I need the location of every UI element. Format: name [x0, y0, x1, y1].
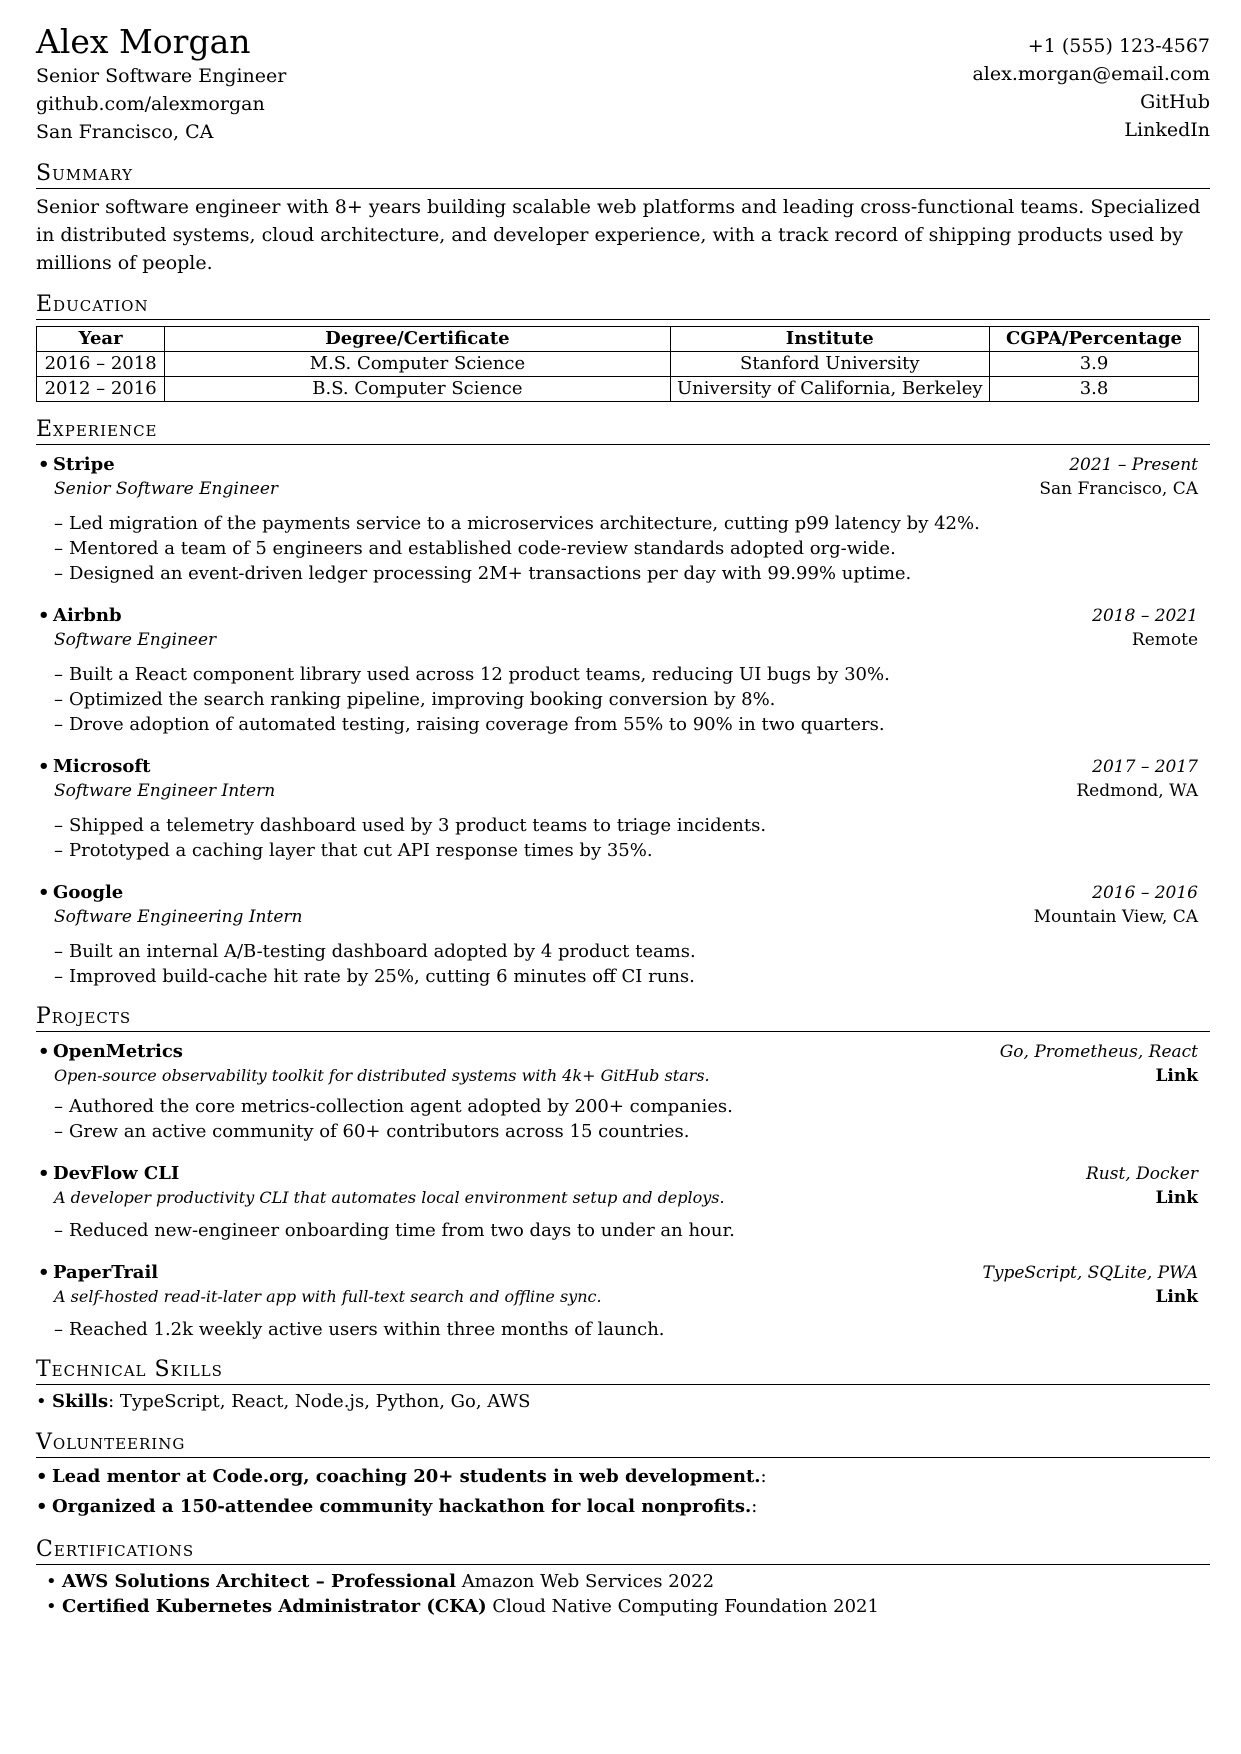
list-item: – Optimized the search ranking pipeline, improving booking conversion by 8%. [54, 689, 776, 710]
table-header-cell: CGPA/Percentage [990, 327, 1199, 352]
certification-item: • Certified Kubernetes Administrator (CKA) Cloud Native Computing Foundation 2021 [46, 1596, 879, 1617]
entry-subhead [36, 477, 1210, 501]
entry-role: Senior Software Engineer [54, 479, 279, 499]
summary-text: Senior software engineer with 8+ years building scalable web platforms and leading cross-functional teams. Specialized in distributed systems, cloud architecture, and developer experience, with a track record of shipping products used by millions of people. [36, 196, 1201, 274]
experience-entry [36, 881, 1210, 989]
project-link[interactable]: Link [1155, 1287, 1198, 1307]
company-name: Microsoft [53, 756, 151, 777]
certification-item: • AWS Solutions Architect – Professional Amazon Web Services 2022 [46, 1571, 715, 1592]
entry-bullets [36, 511, 1210, 586]
list-item: – Reduced new-engineer onboarding time from two days to under an hour. [54, 1220, 735, 1241]
section-title: Education [36, 291, 1210, 320]
entry-role: Software Engineer [54, 630, 217, 650]
bullet-text: Prototyped a caching layer that cut API response times by 35%. [69, 840, 653, 861]
table-cell: B.S. Computer Science [165, 377, 670, 402]
entry-head [36, 755, 1210, 779]
experience-entry [36, 755, 1210, 863]
table-header-cell: Year [37, 327, 165, 352]
entry-dates: 2017 – 2017 [1092, 757, 1198, 777]
bullet-text: Shipped a telemetry dashboard used by 3 product teams to triage incidents. [69, 815, 767, 836]
table-row [37, 352, 1199, 377]
entry-bullets [36, 939, 1210, 989]
table-cell: Stanford University [670, 352, 990, 377]
entry-bullets [36, 1218, 1210, 1243]
company-name: Stripe [53, 454, 115, 475]
entry-role: Software Engineering Intern [54, 907, 303, 927]
entry-head [36, 1040, 1210, 1064]
bullet-text: Drove adoption of automated testing, raising coverage from 55% to 90% in two quarters. [69, 714, 885, 735]
table-cell: 2016 – 2018 [37, 352, 165, 377]
entry-location: Mountain View, CA [1033, 907, 1198, 927]
bullet-text: Grew an active community of 60+ contributors across 15 countries. [69, 1121, 690, 1142]
section-title: Certifications [36, 1536, 1210, 1565]
skills-line: • Skills: TypeScript, React, Node.js, Python, Go, AWS [36, 1391, 531, 1412]
project-name: DevFlow CLI [53, 1163, 180, 1184]
certification-issuer: Amazon Web Services 2022 [461, 1571, 715, 1592]
entry-subhead [36, 628, 1210, 652]
entry-head [36, 453, 1210, 477]
certifications-section [36, 1536, 1210, 1619]
certification-name: AWS Solutions Architect – Professional [62, 1571, 456, 1592]
section-title: Volunteering [36, 1429, 1210, 1458]
company-name: Google [53, 882, 124, 903]
github-url[interactable]: github.com/alexmorgan [36, 93, 265, 115]
section-title: Technical Skills [36, 1356, 1210, 1385]
skills-label: Skills [52, 1391, 109, 1412]
entry-subhead [36, 1186, 1210, 1210]
experience-entry [36, 604, 1210, 737]
skills-section [36, 1356, 1210, 1415]
list-item: – Mentored a team of 5 engineers and established code-review standards adopted org-wide. [54, 538, 896, 559]
volunteering-text: Organized a 150-attendee community hackathon for local nonprofits. [52, 1496, 752, 1517]
entry-head [36, 881, 1210, 905]
project-description: A self-hosted read-it-later app with full-text search and offline sync. [54, 1287, 602, 1306]
entry-subhead [36, 905, 1210, 929]
project-tech: TypeScript, SQLite, PWA [982, 1263, 1198, 1283]
bullet-text: Reached 1.2k weekly active users within three months of launch. [69, 1319, 665, 1340]
project-entry [36, 1162, 1210, 1243]
project-link[interactable]: Link [1155, 1188, 1198, 1208]
bullet-text: Improved build-cache hit rate by 25%, cutting 6 minutes off CI runs. [69, 966, 695, 987]
email-link[interactable]: alex.morgan@email.com [972, 63, 1210, 85]
bullet-text: Reduced new-engineer onboarding time from two days to under an hour. [69, 1220, 735, 1241]
entry-subhead [36, 1064, 1210, 1088]
entry-role: Software Engineer Intern [54, 781, 276, 801]
skills-value: : TypeScript, React, Node.js, Python, Go, AWS [108, 1391, 531, 1412]
education-section [36, 291, 1210, 402]
entry-dates: 2016 – 2016 [1092, 883, 1198, 903]
education-table [36, 326, 1199, 402]
entry-bullets [36, 662, 1210, 737]
certification-issuer: Cloud Native Computing Foundation 2021 [492, 1596, 879, 1617]
list-item: – Built an internal A/B-testing dashboard adopted by 4 product teams. [54, 941, 696, 962]
github-link[interactable]: GitHub [1140, 91, 1210, 113]
volunteering-section [36, 1429, 1210, 1522]
list-item: – Led migration of the payments service to a microservices architecture, cutting p99 latency by 42%. [54, 513, 980, 534]
table-header-row [37, 327, 1199, 352]
job-title: Senior Software Engineer [36, 65, 287, 87]
entry-company: • Microsoft [38, 756, 151, 777]
entry-company: • Stripe [38, 454, 115, 475]
bullet-text: Authored the core metrics-collection agent adopted by 200+ companies. [69, 1096, 733, 1117]
table-cell: 3.8 [990, 377, 1199, 402]
table-row [37, 377, 1199, 402]
entry-subhead [36, 779, 1210, 803]
entry-bullets [36, 813, 1210, 863]
linkedin-link[interactable]: LinkedIn [1124, 119, 1210, 141]
list-item: – Authored the core metrics-collection agent adopted by 200+ companies. [54, 1096, 733, 1117]
entry-location: San Francisco, CA [1039, 479, 1198, 499]
table-cell: University of California, Berkeley [670, 377, 990, 402]
project-name: PaperTrail [53, 1262, 159, 1283]
bullet-text: Optimized the search ranking pipeline, improving booking conversion by 8%. [69, 689, 776, 710]
entry-bullets [36, 1317, 1210, 1342]
project-title: • DevFlow CLI [38, 1163, 180, 1184]
section-title: Projects [36, 1003, 1210, 1032]
candidate-name: Alex Morgan [36, 22, 251, 61]
table-cell: 2012 – 2016 [37, 377, 165, 402]
experience-section [36, 416, 1210, 989]
list-item: – Improved build-cache hit rate by 25%, cutting 6 minutes off CI runs. [54, 966, 695, 987]
list-item: – Designed an event-driven ledger processing 2M+ transactions per day with 99.99% uptime. [54, 563, 912, 584]
entry-location: Redmond, WA [1076, 781, 1198, 801]
project-entry [36, 1040, 1210, 1144]
entry-location: Remote [1131, 630, 1198, 650]
experience-list [36, 453, 1210, 989]
resume-header [36, 22, 1210, 146]
volunteering-suffix: : [751, 1496, 758, 1517]
list-item: – Reached 1.2k weekly active users within three months of launch. [54, 1319, 665, 1340]
entry-head [36, 604, 1210, 628]
project-title: • OpenMetrics [38, 1041, 183, 1062]
list-item: – Prototyped a caching layer that cut API response times by 35%. [54, 840, 653, 861]
header-left [36, 22, 286, 146]
bullet-text: Built a React component library used across 12 product teams, reducing UI bugs by 30%. [69, 664, 890, 685]
entry-bullets [36, 1094, 1210, 1144]
entry-dates: 2021 – Present [1069, 455, 1198, 475]
project-tech: Rust, Docker [1086, 1164, 1198, 1184]
entry-company: • Airbnb [38, 605, 122, 626]
list-item: – Built a React component library used across 12 product teams, reducing UI bugs by 30%. [54, 664, 890, 685]
project-description: A developer productivity CLI that automates local environment setup and deploys. [54, 1188, 725, 1207]
table-cell: M.S. Computer Science [165, 352, 670, 377]
project-entry [36, 1261, 1210, 1342]
entry-head [36, 1261, 1210, 1285]
company-name: Airbnb [53, 605, 122, 626]
volunteering-suffix: : [760, 1466, 767, 1487]
projects-section [36, 1003, 1210, 1342]
list-item: – Shipped a telemetry dashboard used by 3 product teams to triage incidents. [54, 815, 767, 836]
bullet-text: Mentored a team of 5 engineers and established code-review standards adopted org-wide. [69, 538, 896, 559]
project-description: Open-source observability toolkit for distributed systems with 4k+ GitHub stars. [54, 1066, 710, 1085]
phone[interactable]: +1 (555) 123-4567 [1027, 35, 1210, 57]
bullet-text: Led migration of the payments service to a microservices architecture, cutting p99 latency by 42%. [69, 513, 980, 534]
certification-name: Certified Kubernetes Administrator (CKA) [62, 1596, 487, 1617]
summary-section [36, 160, 1210, 277]
volunteering-item: • Organized a 150-attendee community hackathon for local nonprofits.: [36, 1496, 758, 1517]
section-title: Summary [36, 160, 1210, 189]
volunteering-item: • Lead mentor at Code.org, coaching 20+ students in web development.: [36, 1466, 767, 1487]
bullet-text: Designed an event-driven ledger processing 2M+ transactions per day with 99.99% uptime. [69, 563, 912, 584]
table-header-cell: Institute [670, 327, 990, 352]
entry-dates: 2018 – 2021 [1092, 606, 1198, 626]
table-header-cell: Degree/Certificate [165, 327, 670, 352]
project-name: OpenMetrics [53, 1041, 183, 1062]
list-item: – Drove adoption of automated testing, raising coverage from 55% to 90% in two quarters. [54, 714, 885, 735]
bullet-text: Built an internal A/B-testing dashboard adopted by 4 product teams. [69, 941, 696, 962]
table-cell: 3.9 [990, 352, 1199, 377]
project-link[interactable]: Link [1155, 1066, 1198, 1086]
volunteering-text: Lead mentor at Code.org, coaching 20+ students in web development. [52, 1466, 761, 1487]
entry-company: • Google [38, 882, 124, 903]
experience-entry [36, 453, 1210, 586]
entry-subhead [36, 1285, 1210, 1309]
project-title: • PaperTrail [38, 1262, 159, 1283]
list-item: – Grew an active community of 60+ contributors across 15 countries. [54, 1121, 690, 1142]
entry-head [36, 1162, 1210, 1186]
project-tech: Go, Prometheus, React [999, 1042, 1198, 1062]
header-right [972, 22, 1210, 146]
section-title: Experience [36, 416, 1210, 445]
location: San Francisco, CA [36, 121, 214, 143]
